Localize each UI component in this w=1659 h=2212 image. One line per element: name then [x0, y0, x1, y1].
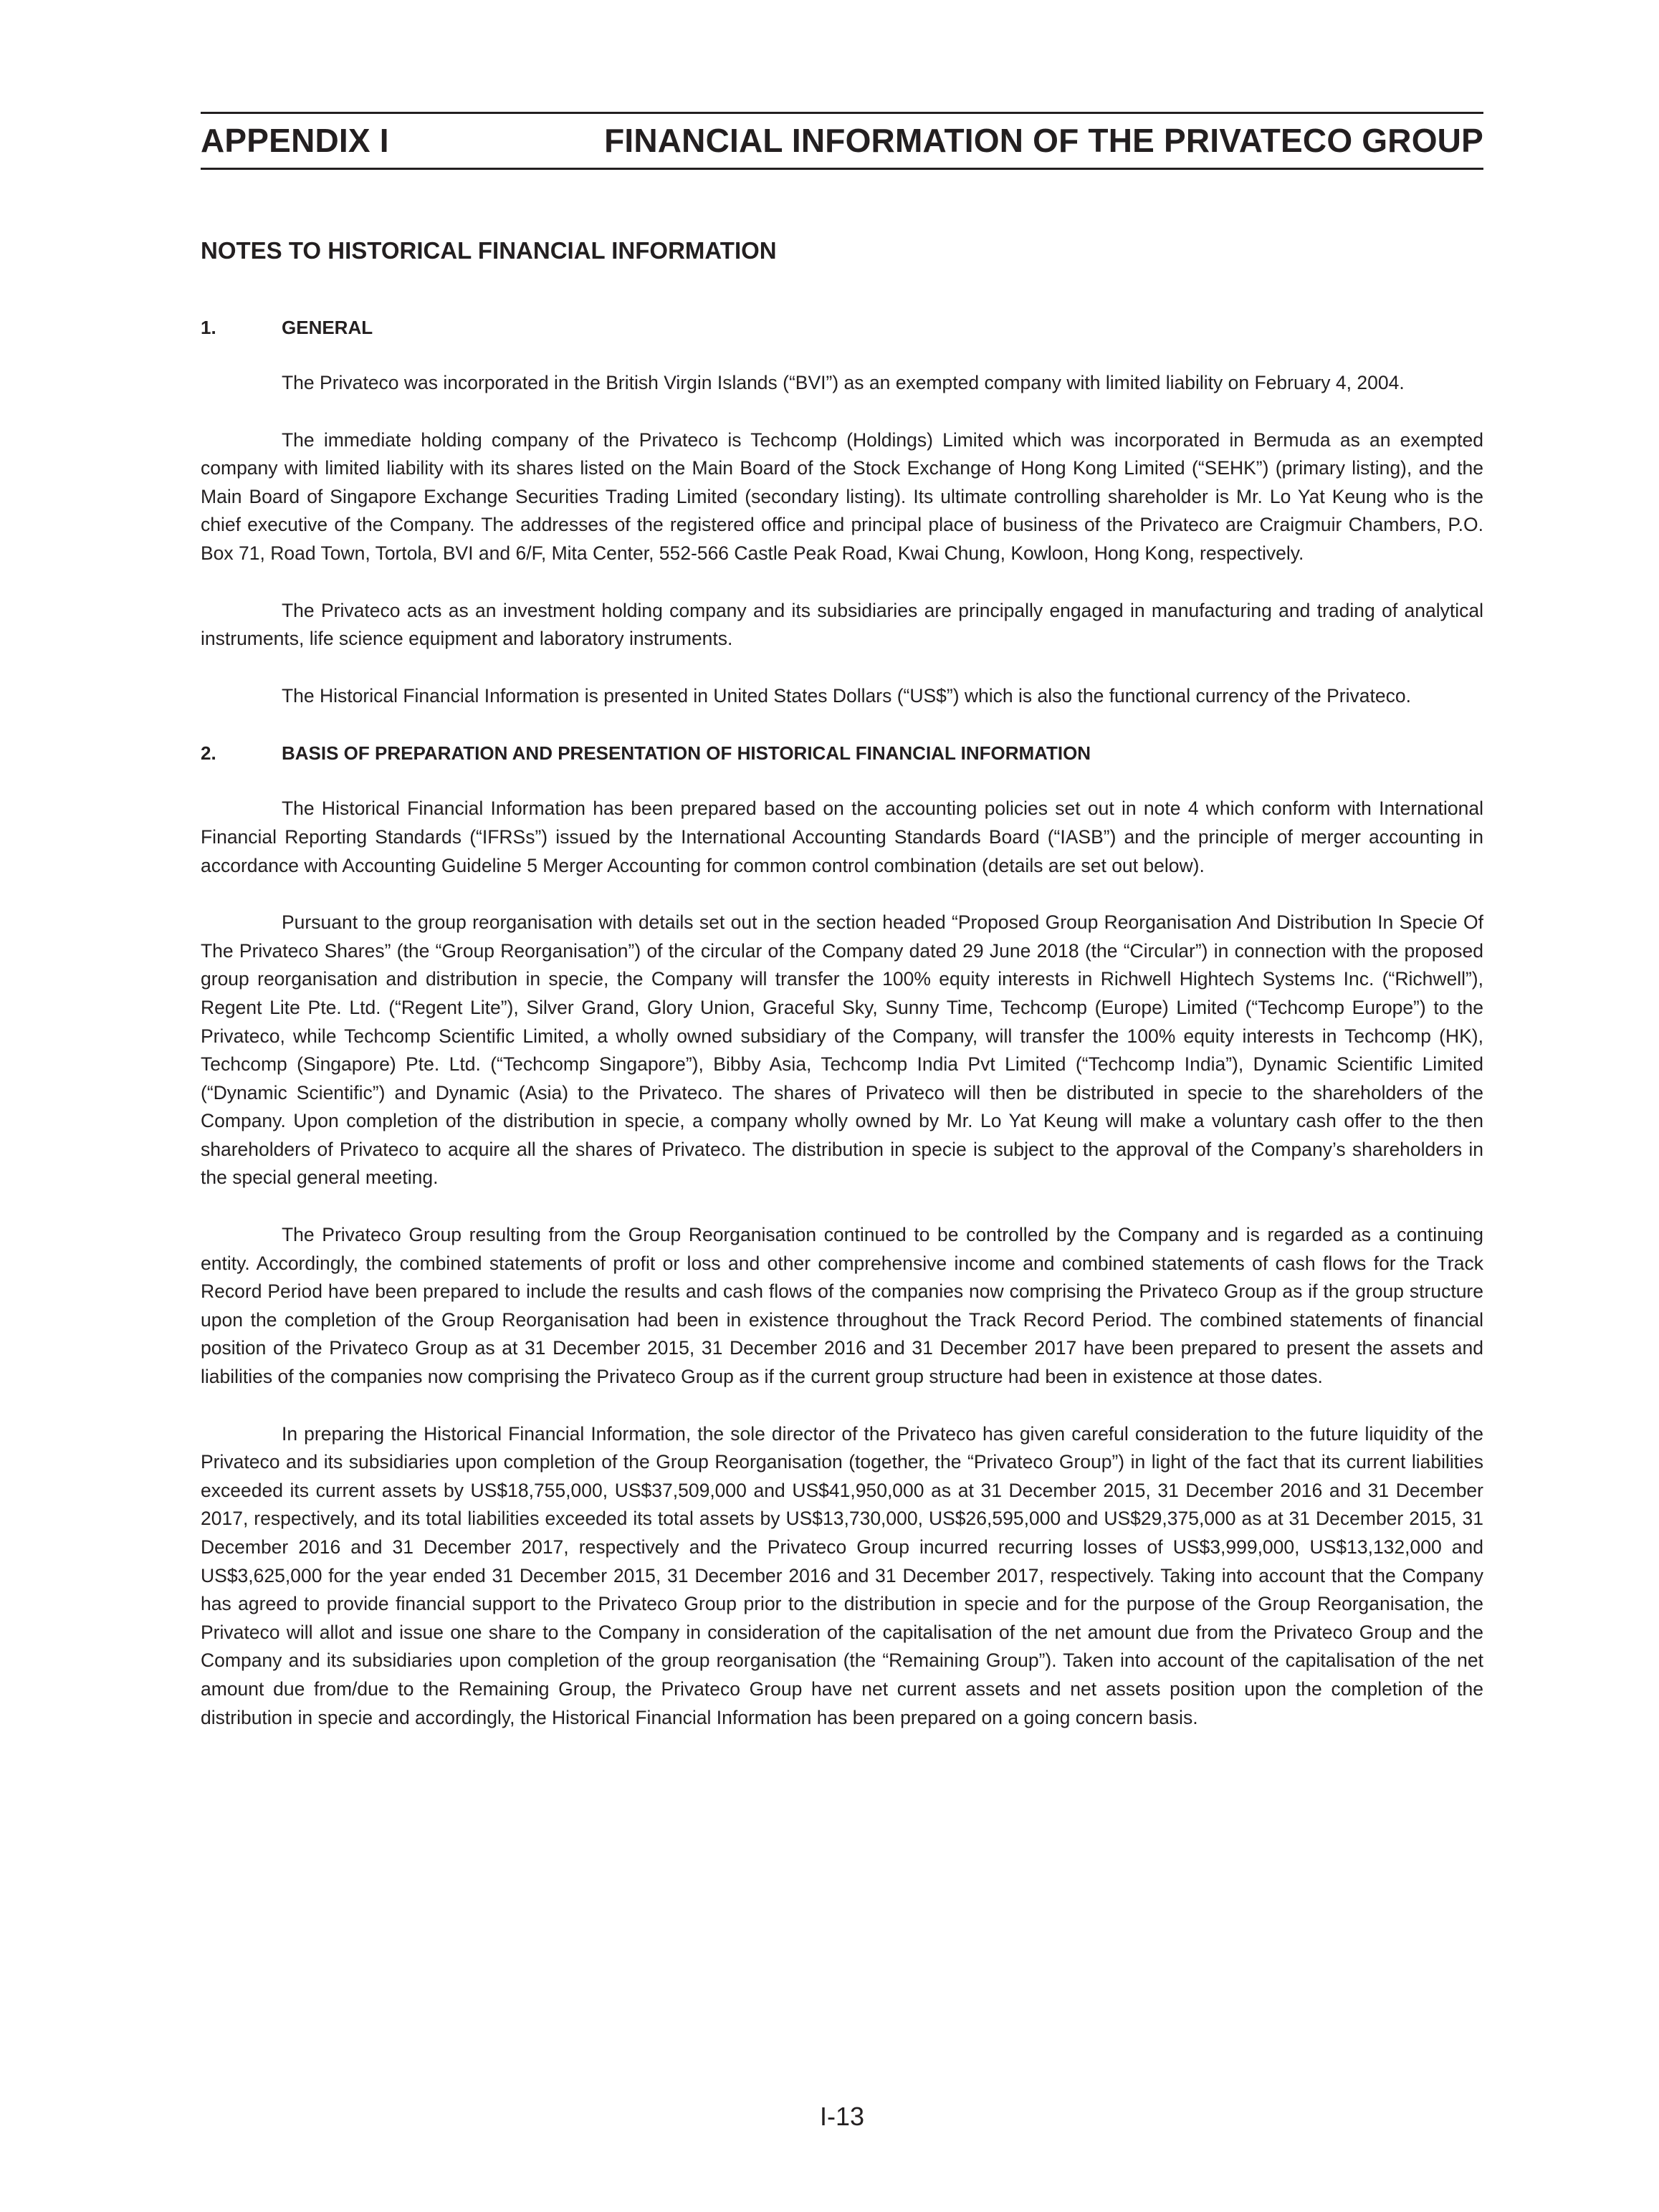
section-title: GENERAL [282, 317, 373, 338]
paragraph: The Privateco Group resulting from the Group Reorganisation continued to be controlled by the Company and is regarded as a continuing entity. Accordingly, the combined statements of profit or loss and other comprehensive income and combined statements of cash flows for the Track Record Period have been prepared to include the results and cash flows of the companies now comprising the Privateco Group as if the group structure upon the completion of the Group Reorganisation had been in existence throughout the Track Record Period. The combined statements of financial position of the Privateco Group as at 31 December 2015, 31 December 2016 and 31 December 2017 have been prepared to present the assets and liabilities of the companies now comprising the Privateco Group as if the current group structure had been in existence at those dates. [201, 1224, 1483, 1388]
page-number: I-13 [819, 2102, 865, 2131]
notes-heading: NOTES TO HISTORICAL FINANCIAL INFORMATION [201, 237, 777, 264]
paragraph: In preparing the Historical Financial Information, the sole director of the Privateco has given careful consideration to the future liquidity of the Privateco and its subsidiaries upon completion of the Group Reorganisation (together, the “Privateco Group”) in light of the fact that its current liabilities exceeded its current assets by US$18,755,000, US$37,509,000 and US$41,950,000 as at 31 December 2015, 31 December 2016 and 31 December 2017, respectively, and its total liabilities exceeded its total assets by US$13,730,000, US$26,595,000 and US$29,375,000 as at 31 December 2015, 31 December 2016 and 31 December 2017, respectively and the Privateco Group incurred recurring losses of US$3,999,000, US$13,132,000 and US$3,625,000 for the year ended 31 December 2015, 31 December 2016 and 31 December 2017, respectively. Taking into account that the Company has agreed to provide financial support to the Privateco Group prior to the distribution in specie and for the purpose of the Group Reorganisation, the Privateco will allot and issue one share to the Company in consideration of the capitalisation of the net amount due from the Privateco Group and the Company and its subsidiaries upon completion of the group reorganisation (the “Remaining Group”). Taken into account of the capitalisation of the net amount due from/due to the Remaining Group, the Privateco Group have net current assets and net assets position upon the completion of the distribution in specie and accordingly, the Historical Financial Information has been prepared on a going concern basis. [201, 1422, 1483, 1728]
document-page [201, 0, 1483, 2212]
paragraph: The Historical Financial Information has been prepared based on the accounting policies set out in note 4 which conform with International Financial Reporting Standards (“IFRSs”) issued by the International Accounting Standards Board (“IASB”) and the principle of merger accounting in accordance with Accounting Guideline 5 Merger Accounting for common control combination (details are set out below). [201, 798, 1483, 876]
paragraph: The immediate holding company of the Privateco is Techcomp (Holdings) Limited which was incorporated in Bermuda as an exempted company with limited liability with its shares listed on the Main Board of the Stock Exchange of Hong Kong Limited (“SEHK”) (primary listing), and the Main Board of Singapore Exchange Securities Trading Limited (secondary listing). Its ultimate controlling shareholder is Mr. Lo Yat Keung who is the chief executive of the Company. The addresses of the registered office and principal place of business of the Privateco are Craigmuir Chambers, P.O. Box 71, Road Town, Tortola, BVI and 6/F, Mita Center, 552-566 Castle Peak Road, Kwai Chung, Kowloon, Hong Kong, respectively. [201, 428, 1483, 564]
appendix-title: FINANCIAL INFORMATION OF THE PRIVATECO GROUP [604, 122, 1483, 159]
appendix-label: APPENDIX I [201, 122, 389, 159]
section-number: 2. [201, 742, 216, 765]
section-heading-basis-of-preparation [201, 739, 1483, 767]
paragraph: Pursuant to the group reorganisation with details set out in the section headed “Proposed Group Reorganisation And Distribution In Specie Of The Privateco Shares” (the “Group Reorganisation”) of the circular of the Company dated 29 June 2018 (the “Circular”) in connection with the proposed group reorganisation and distribution in specie, the Company will transfer the 100% equity interests in Richwell Hightech Systems Inc. (“Richwell”), Regent Lite Pte. Ltd. (“Regent Lite”), Silver Grand, Glory Union, Graceful Sky, Sunny Time, Techcomp (Europe) Limited (“Techcomp Europe”) to the Privateco, while Techcomp Scientific Limited, a wholly owned subsidiary of the Company, will transfer the 100% equity interests in Techcomp (HK), Techcomp (Singapore) Pte. Ltd. (“Techcomp Singapore”), Bibby Asia, Techcomp India Pvt Limited (“Techcomp India”), Dynamic Scientific Limited (“Dynamic Scientific”) and Dynamic (Asia) to the Privateco. The shares of Privateco will then be distributed in specie to the shareholders of the Company. Upon completion of the distribution in specie, a company wholly owned by Mr. Lo Yat Keung will make a voluntary cash offer to the then shareholders of Privateco to acquire all the shares of Privateco. The distribution in specie is subject to the approval of the Company’s shareholders in the special general meeting. [201, 911, 1483, 1189]
paragraph: The Privateco acts as an investment holding company and its subsidiaries are principally engaged in manufacturing and trading of analytical instruments, life science equipment and laboratory instruments. [201, 599, 1483, 650]
section-number: 1. [201, 317, 216, 338]
section-heading-general [201, 313, 1483, 342]
section-title: BASIS OF PREPARATION AND PRESENTATION OF HISTORICAL FINANCIAL INFORMATION [282, 742, 1091, 765]
header-bottom-rule [201, 168, 1483, 170]
notes-body [201, 313, 1483, 1732]
header-top-rule [201, 112, 1483, 114]
page-header [201, 119, 1483, 162]
paragraph: The Historical Financial Information is presented in United States Dollars (“US$”) which is also the functional currency of the Privateco. [282, 684, 1411, 707]
paragraph: The Privateco was incorporated in the British Virgin Islands (“BVI”) as an exempted company with limited liability on February 4, 2004. [282, 372, 1405, 393]
